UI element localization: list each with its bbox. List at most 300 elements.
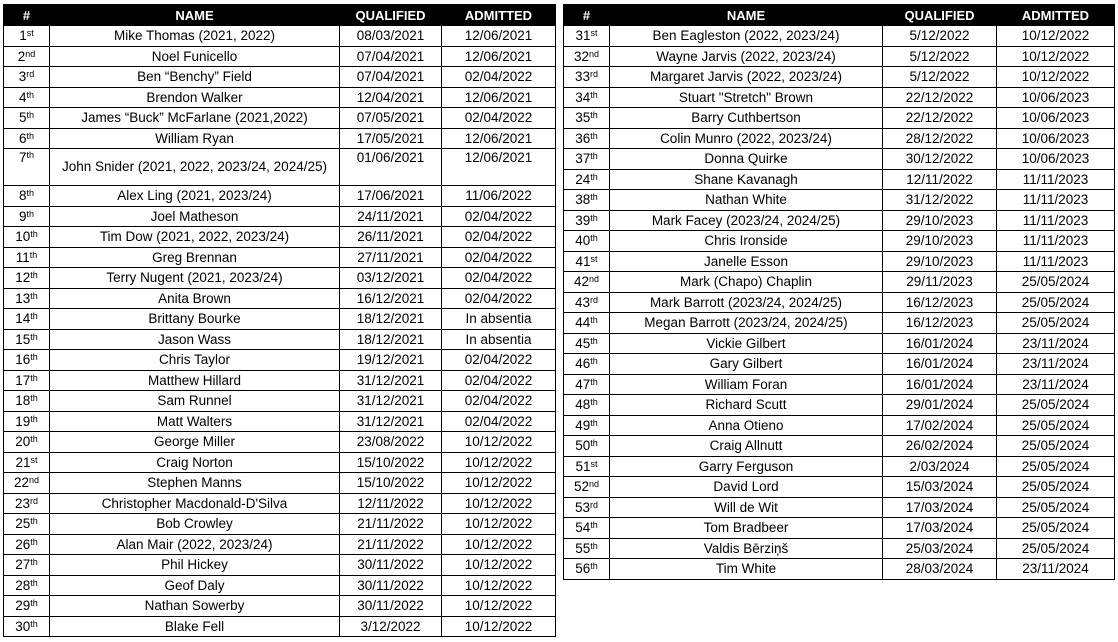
admitted-date: 10/12/2022 <box>442 616 556 637</box>
row-number <box>4 370 50 391</box>
row-number-value: 50 <box>575 438 591 454</box>
row-number-suffix: st <box>590 28 598 39</box>
row-number-suffix: th <box>590 417 598 428</box>
row-number-suffix: th <box>590 335 598 346</box>
admitted-date: 10/12/2022 <box>442 493 556 514</box>
row-number <box>564 395 610 416</box>
member-name: Barry Cuthbertson <box>610 108 883 129</box>
member-name: Alan Mair (2022, 2023/24) <box>50 534 340 555</box>
table-row <box>4 46 556 67</box>
row-number-suffix: nd <box>589 274 600 285</box>
row-number-suffix: th <box>590 233 598 244</box>
row-number-suffix: th <box>590 561 598 572</box>
table-row <box>4 206 556 227</box>
row-number-suffix: th <box>590 130 598 141</box>
table-row <box>564 374 1115 395</box>
table-row <box>4 227 556 248</box>
qualified-date: 30/11/2022 <box>340 596 442 617</box>
admitted-date: 10/12/2022 <box>997 67 1115 88</box>
row-number-value: 47 <box>575 376 591 392</box>
row-number-suffix: rd <box>590 69 599 80</box>
table-row <box>564 436 1115 457</box>
admitted-date: 10/12/2022 <box>442 555 556 576</box>
row-number-suffix: th <box>30 331 38 342</box>
member-name: Alex Ling (2021, 2023/24) <box>50 186 340 207</box>
row-number <box>4 596 50 617</box>
admitted-date: 12/06/2021 <box>442 87 556 108</box>
row-number-suffix: th <box>26 110 35 121</box>
row-number <box>4 473 50 494</box>
row-number-suffix: th <box>30 598 38 609</box>
admitted-date: 02/04/2022 <box>442 268 556 289</box>
qualified-date: 17/03/2024 <box>883 497 997 518</box>
member-name: Anita Brown <box>50 288 340 309</box>
row-number-value: 55 <box>575 540 591 556</box>
row-number-suffix: th <box>30 413 38 424</box>
admitted-date: 25/05/2024 <box>997 313 1115 334</box>
member-name: Brendon Walker <box>50 87 340 108</box>
admitted-date: 10/12/2022 <box>442 575 556 596</box>
table-row <box>4 329 556 350</box>
row-number <box>4 534 50 555</box>
qualified-date: 2/03/2024 <box>883 456 997 477</box>
row-number-suffix: st <box>590 253 598 264</box>
row-number-suffix: th <box>30 229 38 240</box>
member-name: Nathan White <box>610 190 883 211</box>
row-number-suffix: th <box>30 618 38 629</box>
row-number <box>4 149 50 186</box>
admitted-date: 02/04/2022 <box>442 288 556 309</box>
row-number <box>4 350 50 371</box>
admitted-date: 10/12/2022 <box>997 26 1115 47</box>
row-number <box>4 46 50 67</box>
row-number-suffix: th <box>30 536 38 547</box>
table-row <box>564 354 1115 375</box>
row-number-value: 44 <box>575 315 591 331</box>
qualified-date: 08/03/2021 <box>340 26 442 47</box>
row-number <box>4 108 50 129</box>
table-row <box>564 292 1115 313</box>
qualified-date: 17/05/2021 <box>340 128 442 149</box>
row-number-suffix: th <box>590 192 598 203</box>
row-number-value: 21 <box>15 454 31 470</box>
row-number-suffix: nd <box>25 48 36 59</box>
row-number-value: 15 <box>15 331 31 347</box>
member-name: Matthew Hillard <box>50 370 340 391</box>
admitted-date: 02/04/2022 <box>442 411 556 432</box>
qualified-date: 28/12/2022 <box>883 128 997 149</box>
row-number-suffix: th <box>26 130 35 141</box>
row-number <box>4 329 50 350</box>
row-number-suffix: st <box>30 454 38 465</box>
row-number-suffix: th <box>590 212 598 223</box>
row-number-suffix: st <box>590 458 598 469</box>
member-name: Donna Quirke <box>610 149 883 170</box>
table-row <box>4 26 556 47</box>
row-number-value: 6 <box>18 130 27 146</box>
row-number <box>564 231 610 252</box>
qualified-date: 19/12/2021 <box>340 350 442 371</box>
row-number-value: 2 <box>17 48 26 64</box>
qualified-date: 15/10/2022 <box>340 473 442 494</box>
admitted-date: 10/12/2022 <box>997 46 1115 67</box>
row-number-value: 8 <box>18 188 27 204</box>
row-number-suffix: th <box>26 208 35 219</box>
member-name: Mike Thomas (2021, 2022) <box>50 26 340 47</box>
row-number-value: 14 <box>15 311 31 327</box>
member-name: Colin Munro (2022, 2023/24) <box>610 128 883 149</box>
table-row <box>4 534 556 555</box>
table-row <box>564 210 1115 231</box>
qualified-date: 21/11/2022 <box>340 514 442 535</box>
row-number-value: 34 <box>575 89 591 105</box>
qualified-date: 30/11/2022 <box>340 555 442 576</box>
col-header-admitted: ADMITTED <box>997 5 1115 26</box>
col-header-name: NAME <box>610 5 883 26</box>
row-number-value: 40 <box>575 233 591 249</box>
member-name: Stuart "Stretch" Brown <box>610 87 883 108</box>
member-name: Geof Daly <box>50 575 340 596</box>
row-number <box>4 128 50 149</box>
qualified-date: 31/12/2021 <box>340 411 442 432</box>
qualified-date: 29/10/2023 <box>883 210 997 231</box>
member-name: George Miller <box>50 432 340 453</box>
member-name: Bob Crowley <box>50 514 340 535</box>
row-number <box>564 128 610 149</box>
row-number-value: 26 <box>15 536 31 552</box>
row-number-value: 54 <box>575 520 591 536</box>
qualified-date: 27/11/2021 <box>340 247 442 268</box>
row-number <box>564 292 610 313</box>
admitted-date: 25/05/2024 <box>997 518 1115 539</box>
table-row <box>4 370 556 391</box>
row-number-value: 3 <box>18 69 27 85</box>
member-name: David Lord <box>610 477 883 498</box>
row-number <box>564 67 610 88</box>
table-row <box>564 128 1115 149</box>
row-number <box>564 559 610 580</box>
header-row <box>564 5 1115 26</box>
qualified-date: 07/04/2021 <box>340 67 442 88</box>
qualified-date: 26/02/2024 <box>883 436 997 457</box>
qualified-date: 18/12/2021 <box>340 329 442 350</box>
member-name: Stephen Manns <box>50 473 340 494</box>
row-number-suffix: rd <box>590 294 599 305</box>
row-number-value: 37 <box>575 151 591 167</box>
row-number-suffix: st <box>26 28 34 39</box>
row-number <box>564 415 610 436</box>
row-number <box>4 493 50 514</box>
row-number-suffix: nd <box>589 48 600 59</box>
table-row <box>4 391 556 412</box>
table-row <box>4 575 556 596</box>
row-number-suffix: th <box>590 397 598 408</box>
row-number-suffix: th <box>30 557 38 568</box>
row-number <box>4 288 50 309</box>
row-number <box>564 26 610 47</box>
table-row <box>564 333 1115 354</box>
table-row <box>4 555 556 576</box>
admitted-date: 23/11/2024 <box>997 559 1115 580</box>
row-number <box>4 575 50 596</box>
member-name: Anna Otieno <box>610 415 883 436</box>
qualified-date: 16/12/2023 <box>883 292 997 313</box>
table-row <box>4 268 556 289</box>
row-number-suffix: th <box>30 290 38 301</box>
row-number-suffix: th <box>590 520 598 531</box>
row-number <box>4 514 50 535</box>
row-number-value: 4 <box>18 89 27 105</box>
qualified-date: 18/12/2021 <box>340 309 442 330</box>
row-number-suffix: th <box>30 577 38 588</box>
qualified-date: 03/12/2021 <box>340 268 442 289</box>
table-row <box>4 616 556 637</box>
col-header-num: # <box>4 5 50 26</box>
row-number <box>564 333 610 354</box>
member-name: Chris Taylor <box>50 350 340 371</box>
admitted-date: 25/05/2024 <box>997 538 1115 559</box>
qualified-date: 29/10/2023 <box>883 231 997 252</box>
member-name: John Snider (2021, 2022, 2023/24, 2024/25) <box>50 149 340 186</box>
table-row <box>564 87 1115 108</box>
row-number-suffix: th <box>590 356 598 367</box>
row-number-value: 45 <box>575 335 591 351</box>
roll-table-right-body <box>564 26 1115 580</box>
row-number <box>4 309 50 330</box>
row-number <box>4 227 50 248</box>
admitted-date: 02/04/2022 <box>442 67 556 88</box>
table-row <box>4 108 556 129</box>
row-number-suffix: th <box>30 434 38 445</box>
row-number-suffix: nd <box>29 475 40 486</box>
qualified-date: 30/11/2022 <box>340 575 442 596</box>
row-number <box>564 374 610 395</box>
member-name: Will de Wit <box>610 497 883 518</box>
row-number-value: 36 <box>575 130 591 146</box>
admitted-date: 10/12/2022 <box>442 452 556 473</box>
admitted-date: 12/06/2021 <box>442 46 556 67</box>
row-number-value: 19 <box>15 413 31 429</box>
qualified-date: 16/01/2024 <box>883 333 997 354</box>
table-row <box>564 46 1115 67</box>
row-number-value: 20 <box>15 434 31 450</box>
row-number-value: 27 <box>15 557 31 573</box>
member-name: Craig Allnutt <box>610 436 883 457</box>
row-number <box>564 313 610 334</box>
table-row <box>4 432 556 453</box>
table-row <box>564 456 1115 477</box>
col-header-qualified: QUALIFIED <box>340 5 442 26</box>
admitted-date: 25/05/2024 <box>997 395 1115 416</box>
member-name: Mark (Chapo) Chaplin <box>610 272 883 293</box>
table-row <box>4 452 556 473</box>
member-name: William Ryan <box>50 128 340 149</box>
member-name: Ben Eagleston (2022, 2023/24) <box>610 26 883 47</box>
table-row <box>4 493 556 514</box>
table-row <box>4 350 556 371</box>
member-name: Janelle Esson <box>610 251 883 272</box>
member-name: Gary Gilbert <box>610 354 883 375</box>
table-row <box>564 395 1115 416</box>
admitted-date: 11/06/2022 <box>442 186 556 207</box>
row-number-suffix: nd <box>589 479 600 490</box>
row-number-value: 13 <box>15 290 31 306</box>
qualified-date: 16/12/2021 <box>340 288 442 309</box>
member-name: Mark Facey (2023/24, 2024/25) <box>610 210 883 231</box>
member-name: William Foran <box>610 374 883 395</box>
table-row <box>4 149 556 186</box>
table-row <box>564 231 1115 252</box>
qualified-date: 29/01/2024 <box>883 395 997 416</box>
table-row <box>564 67 1115 88</box>
row-number-suffix: th <box>590 438 598 449</box>
row-number-suffix: th <box>590 171 598 182</box>
qualified-date: 5/12/2022 <box>883 46 997 67</box>
admitted-date: 02/04/2022 <box>442 350 556 371</box>
admitted-date: 02/04/2022 <box>442 227 556 248</box>
member-name: Ben “Benchy” Field <box>50 67 340 88</box>
member-name: Blake Fell <box>50 616 340 637</box>
admitted-date: 02/04/2022 <box>442 247 556 268</box>
qualified-date: 5/12/2022 <box>883 26 997 47</box>
row-number <box>4 411 50 432</box>
row-number-suffix: th <box>590 315 598 326</box>
qualified-date: 28/03/2024 <box>883 559 997 580</box>
row-number <box>4 186 50 207</box>
row-number <box>564 456 610 477</box>
table-row <box>564 190 1115 211</box>
row-number-suffix: rd <box>590 499 599 510</box>
admitted-date: 12/06/2021 <box>442 128 556 149</box>
admitted-date: 25/05/2024 <box>997 415 1115 436</box>
admitted-date: 11/11/2023 <box>997 190 1115 211</box>
row-number-value: 7 <box>18 150 27 165</box>
row-number-suffix: th <box>30 393 38 404</box>
qualified-date: 16/01/2024 <box>883 374 997 395</box>
row-number <box>4 268 50 289</box>
row-number-suffix: th <box>590 151 598 162</box>
row-number <box>4 206 50 227</box>
table-row <box>4 67 556 88</box>
row-number-value: 11 <box>15 249 30 265</box>
qualified-date: 12/11/2022 <box>883 169 997 190</box>
row-number-suffix: rd <box>30 495 39 506</box>
row-number <box>564 354 610 375</box>
row-number <box>564 251 610 272</box>
row-number-value: 52 <box>573 479 589 495</box>
row-number-value: 25 <box>15 516 31 532</box>
member-name: Joel Matheson <box>50 206 340 227</box>
admitted-date: 02/04/2022 <box>442 370 556 391</box>
row-number-suffix: th <box>30 372 38 383</box>
admitted-date: 23/11/2024 <box>997 374 1115 395</box>
member-name: Margaret Jarvis (2022, 2023/24) <box>610 67 883 88</box>
row-number <box>4 452 50 473</box>
col-header-qualified: QUALIFIED <box>883 5 997 26</box>
table-row <box>4 411 556 432</box>
qualified-date: 3/12/2022 <box>340 616 442 637</box>
member-name: Richard Scutt <box>610 395 883 416</box>
qualified-date: 16/12/2023 <box>883 313 997 334</box>
table-row <box>564 108 1115 129</box>
member-name: Megan Barrott (2023/24, 2024/25) <box>610 313 883 334</box>
row-number-value: 49 <box>575 417 591 433</box>
table-row <box>564 26 1115 47</box>
member-name: Mark Barrott (2023/24, 2024/25) <box>610 292 883 313</box>
table-row <box>4 514 556 535</box>
row-number-value: 32 <box>573 48 589 64</box>
qualified-date: 16/01/2024 <box>883 354 997 375</box>
table-row <box>4 87 556 108</box>
admitted-date: In absentia <box>442 329 556 350</box>
member-name: Nathan Sowerby <box>50 596 340 617</box>
qualified-date: 17/03/2024 <box>883 518 997 539</box>
qualified-date: 5/12/2022 <box>883 67 997 88</box>
row-number-value: 24 <box>575 171 591 187</box>
row-number <box>4 432 50 453</box>
qualified-date: 12/11/2022 <box>340 493 442 514</box>
row-number-suffix: th <box>26 188 35 199</box>
row-number-suffix: rd <box>26 69 35 80</box>
row-number-value: 10 <box>15 229 31 245</box>
row-number-value: 29 <box>15 598 31 614</box>
member-name: Noel Funicello <box>50 46 340 67</box>
admitted-date: 12/06/2021 <box>442 149 556 186</box>
row-number-value: 39 <box>575 212 591 228</box>
row-number-value: 18 <box>15 393 31 409</box>
qualified-date: 07/04/2021 <box>340 46 442 67</box>
row-number <box>4 555 50 576</box>
member-name: Tim White <box>610 559 883 580</box>
table-row <box>4 247 556 268</box>
row-number-value: 28 <box>15 577 31 593</box>
qualified-date: 15/03/2024 <box>883 477 997 498</box>
row-number-suffix: th <box>590 376 598 387</box>
row-number-value: 5 <box>18 110 27 126</box>
qualified-date: 22/12/2022 <box>883 108 997 129</box>
row-number-value: 17 <box>15 372 31 388</box>
row-number-suffix: th <box>30 270 38 281</box>
row-number-value: 38 <box>575 192 591 208</box>
row-number <box>4 26 50 47</box>
qualified-date: 23/08/2022 <box>340 432 442 453</box>
member-name: Brittany Bourke <box>50 309 340 330</box>
row-number <box>4 247 50 268</box>
member-name: Wayne Jarvis (2022, 2023/24) <box>610 46 883 67</box>
row-number-value: 48 <box>575 397 591 413</box>
table-row <box>4 128 556 149</box>
table-row <box>4 473 556 494</box>
admitted-date: 10/06/2023 <box>997 128 1115 149</box>
row-number <box>4 87 50 108</box>
member-name: Valdis Bērziņš <box>610 538 883 559</box>
row-number <box>564 210 610 231</box>
admitted-date: 25/05/2024 <box>997 436 1115 457</box>
qualified-date: 12/04/2021 <box>340 87 442 108</box>
roll-table-left <box>3 4 556 637</box>
admitted-date: 02/04/2022 <box>442 391 556 412</box>
table-row <box>4 309 556 330</box>
row-number <box>564 87 610 108</box>
row-number-suffix: th <box>590 540 598 551</box>
row-number-value: 33 <box>574 69 590 85</box>
qualified-date: 07/05/2021 <box>340 108 442 129</box>
row-number-value: 31 <box>575 28 591 44</box>
qualified-date: 17/02/2024 <box>883 415 997 436</box>
row-number <box>564 272 610 293</box>
table-row <box>4 186 556 207</box>
member-name: Matt Walters <box>50 411 340 432</box>
